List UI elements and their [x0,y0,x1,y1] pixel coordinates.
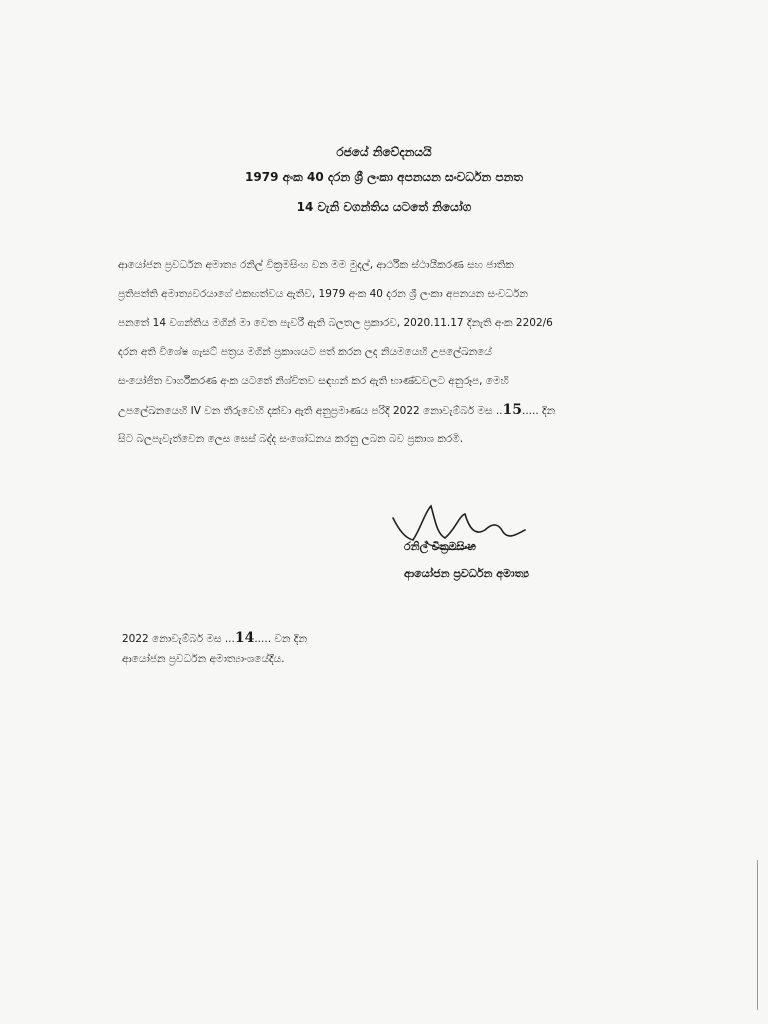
notice-body [118,251,658,454]
body-line: දරන අති විශේෂ ගැසට් පත්‍රය මගින් ප්‍රකාශයට පත් කරන ලද නියමයෙහි උපලේඛනයේ [118,346,492,358]
notice-title: රජයේ නිවේදනයයි [336,145,432,159]
effective-date-prefix: උපලේඛනයෙහි IV වන තීරුවෙහි දක්වා ඇති අනුප්‍රමාණය පරිදි 2022 නොවැම්බර් මස .. [118,405,503,417]
section-reference: 14 වැනි වගන්තිය යටතේ නියෝග [296,200,472,214]
signing-day-handwritten: 14 [234,630,255,646]
signing-place: ආයෝජන ප්‍රවර්ධන අමාත්‍යාංශයේදීය. [122,653,285,665]
body-line: ආයෝජන ප්‍රවර්ධන අමාත්‍ය රනිල් වික්‍රමසිංහ වන මම මුදල්, ආර්ථික ස්ථායීකරණ සහ ජාතික [118,259,514,271]
signing-date-suffix: ..... වන දින [254,633,307,645]
body-line: සංයෝජිත වාර්ගීකරණ අංක යටතේ නිශ්චිතව සඳහන් කර ඇති භාණ්ඩවලට අනුරූප, මෙහි [118,375,509,387]
effective-date-suffix: ..... දින [522,405,556,417]
body-line: ප්‍රතිපත්ති අමාත්‍යවරයාගේ එකඟත්වය ඇතිව, 1979 අංක 40 දරන ශ්‍රී ලංකා අපනයන සංවර්ධන [118,288,528,300]
effective-day-handwritten: 15 [502,402,522,418]
act-reference: 1979 අංක 40 දරන ශ්‍රී ලංකා අපනයන සංවර්ධන පනත [245,170,523,184]
signing-date-prefix: 2022 නොවැම්බර් මස ... [122,633,235,645]
handwritten-signature [385,500,535,570]
body-line: පනතේ 14 වගන්තිය මගින් මා වෙත පැවරී ඇති බලතල ප්‍රකාරව, 2020.11.17 දිනැති අංක 2202/6 [118,317,553,329]
body-line: සිට බලපැවැත්වෙන ලෙස සෙස් බද්ද සංශෝධනය කරනු ලබන බව ප්‍රකාශ කරමි. [118,433,464,445]
body-line-effective-date [118,396,658,425]
page-edge-line [757,860,758,1010]
signer-name: රනිල් වික්‍රමසිංහ [404,540,476,553]
signing-date [122,630,307,646]
signer-title: ආයෝජන ප්‍රවර්ධන අමාත්‍ය [404,567,529,580]
